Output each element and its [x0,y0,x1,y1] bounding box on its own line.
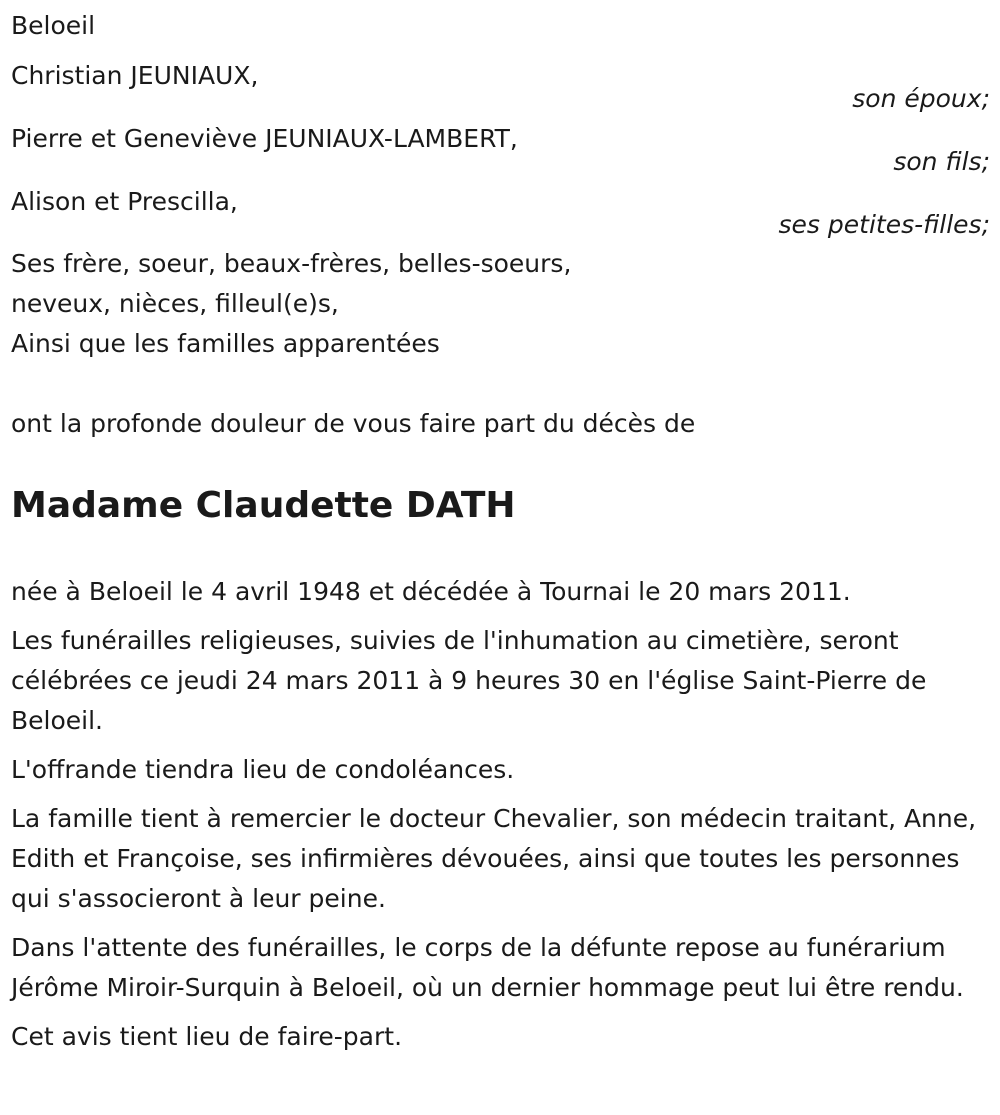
other-relatives [11,244,571,364]
family-member-role: son époux; [852,84,990,113]
family-member-name: Christian JEUNIAUX, [11,61,259,90]
offering-note: L'offrande tiendra lieu de condoléances. [11,755,515,784]
city-label: Beloeil [11,11,96,40]
deceased-name: Madame Claudette DATH [11,485,516,526]
family-member-name: Alison et Prescilla, [11,187,238,216]
other-relatives-line: Ses frère, soeur, beaux-frères, belles-soeurs, [11,249,572,278]
obituary-details [11,572,984,1066]
family-member-spouse [11,56,990,119]
family-member-name: Pierre et Geneviève JEUNIAUX-LAMBERT, [11,124,518,153]
family-member-granddaughters [11,182,990,245]
other-relatives-line: neveux, nièces, filleul(e)s, [11,289,339,318]
announcement-intro: ont la profonde douleur de vous faire part du décès de [11,409,696,438]
family-thanks: La famille tient à remercier le docteur Chevalier, son médecin traitant, Anne, Edith et Françoise, ses infirmières dévouées, ainsi que toutes les personnes qui s'associeront à leur peine. [11,804,977,913]
other-relatives-line: Ainsi que les familles apparentées [11,329,440,358]
funerarium-info: Dans l'attente des funérailles, le corps de la défunte repose au funérarium Jérôme Miroir-Surquin à Beloeil, où un dernier hommage peut lui être rendu. [11,933,964,1002]
family-member-son [11,119,990,182]
birth-death-dates: née à Beloeil le 4 avril 1948 et décédée à Tournai le 20 mars 2011. [11,577,851,606]
funeral-info: Les funérailles religieuses, suivies de l'inhumation au cimetière, seront célébrées ce jeudi 24 mars 2011 à 9 heures 30 en l'église Saint-Pierre de Beloeil. [11,626,927,735]
notice-note: Cet avis tient lieu de faire-part. [11,1022,403,1051]
family-member-role: son fils; [893,147,990,176]
family-member-role: ses petites-filles; [778,210,990,239]
